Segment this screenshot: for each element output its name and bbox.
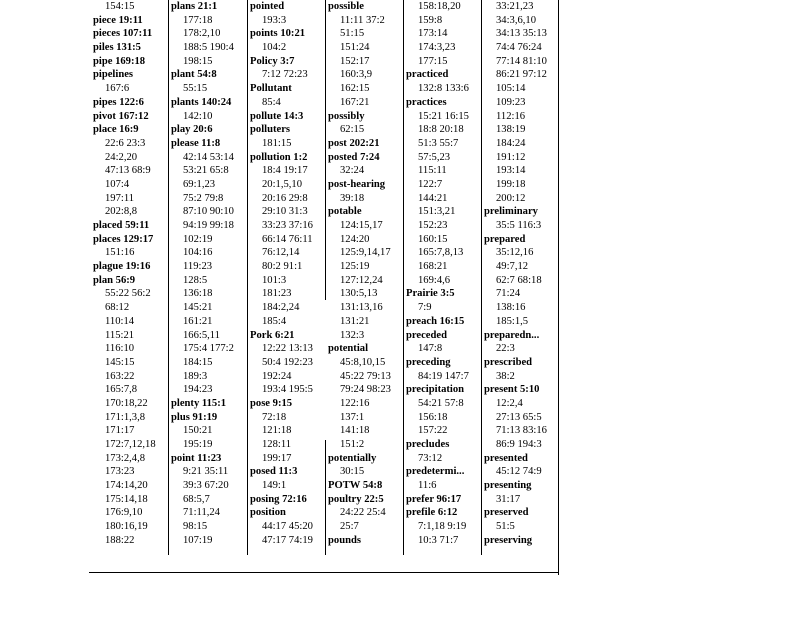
index-entry-refs: 47:17 74:19 (262, 534, 313, 546)
index-entry-refs: 105:14 (496, 83, 526, 95)
index-entry-refs: 152:23 (418, 220, 448, 231)
index-entry-refs: 152:17 (340, 55, 370, 67)
index-entry-refs: 131:21 (340, 315, 370, 327)
index-entry-refs: 132:3 (340, 329, 365, 341)
index-entry-refs: 25:7 (340, 521, 359, 533)
index-entry-term: pointed (250, 1, 285, 12)
index-entry-refs: 62:15 (340, 124, 365, 136)
index-entry-refs: 110:14 (105, 315, 135, 327)
index-entry-refs: 39:3 67:20 (183, 480, 229, 492)
index-entry-term: present 5:10 (484, 384, 540, 396)
index-entry-refs: 158:18,20 (418, 1, 461, 12)
index-entry-refs: 35:5 116:3 (496, 220, 542, 231)
column-divider-2 (247, 0, 248, 555)
index-entry-refs: 166:5,11 (183, 329, 220, 341)
index-entry-refs: 125:9,14,17 (340, 247, 391, 259)
index-entry-refs: 7:12 72:23 (262, 69, 308, 81)
index-entry-refs: 161:21 (183, 315, 213, 327)
index-column-4 (328, 0, 404, 560)
index-entry-refs: 184:2,24 (262, 302, 300, 314)
index-entry-refs: 163:22 (105, 370, 135, 382)
index-entry-term: preceding (406, 356, 451, 368)
index-entry-refs: 171:1,3,8 (105, 411, 146, 423)
index-entry-refs: 33:21,23 (496, 1, 534, 12)
index-entry-refs: 34:13 35:13 (496, 28, 547, 40)
index-entry-term: poultry 22:5 (328, 493, 384, 505)
index-entry-refs: 125:19 (340, 261, 370, 273)
index-entry-term: pipe 169:18 (93, 55, 146, 67)
column-divider-3b (325, 440, 326, 555)
index-entry-refs: 42:14 53:14 (183, 151, 234, 163)
index-entry-refs: 71:13 83:16 (496, 425, 547, 437)
column-divider-5 (481, 0, 482, 555)
index-entry-term: pipelines (93, 69, 134, 81)
index-entry-refs: 68:5,7 (183, 493, 210, 505)
index-entry-term: plenty 115:1 (171, 397, 227, 409)
index-entry-term: polluters (250, 124, 291, 136)
index-entry-term: play 20:6 (171, 124, 213, 136)
index-entry-refs: 178:2,10 (183, 28, 221, 40)
index-entry-term: Pork 6:21 (250, 329, 295, 341)
index-entry-refs: 137:1 (340, 411, 365, 423)
index-entry-refs: 24:2,20 (105, 151, 138, 163)
index-entry-refs: 102:19 (183, 233, 213, 245)
index-entry-refs: 198:15 (183, 55, 213, 67)
index-entry-term: please 11:8 (171, 137, 221, 149)
index-page (89, 0, 559, 575)
index-entry-term: preceded (406, 329, 447, 341)
index-entry-refs: 136:18 (183, 288, 213, 300)
column-divider-3 (325, 0, 326, 300)
index-entry-refs: 145:21 (183, 302, 213, 314)
index-entry-refs: 109:23 (496, 96, 526, 108)
index-entry-term: prepared (484, 233, 526, 245)
index-entry-refs: 173:14 (418, 28, 448, 40)
index-entry-refs: 104:2 (262, 42, 287, 54)
index-entry-refs: 53:21 65:8 (183, 165, 229, 177)
index-entry-refs: 84:19 147:7 (418, 370, 469, 382)
index-entry-refs: 55:22 56:2 (105, 288, 151, 300)
index-entry-refs: 116:10 (105, 343, 135, 355)
index-entry-refs: 199:18 (496, 178, 526, 190)
index-entry-term: preach 16:15 (406, 315, 465, 327)
index-entry-refs: 168:21 (418, 261, 448, 273)
index-entry-refs: 172:7,12,18 (105, 439, 156, 450)
index-entry-refs: 180:16,19 (105, 521, 148, 533)
index-entry-refs: 104:16 (183, 247, 213, 259)
index-entry-term: practices (406, 96, 447, 108)
index-entry-refs: 39:18 (340, 192, 365, 204)
index-entry-term: post 202:21 (328, 137, 380, 149)
index-entry-refs: 85:4 (262, 96, 281, 108)
index-entry-refs: 66:14 76:11 (262, 233, 313, 245)
index-entry-refs: 30:15 (340, 466, 365, 478)
index-entry-refs: 122:16 (340, 397, 370, 409)
index-entry-refs: 51:3 55:7 (418, 137, 459, 149)
index-entry-term: potable (328, 206, 362, 218)
index-entry-refs: 10:3 71:7 (418, 534, 459, 546)
index-entry-term: precludes (406, 439, 450, 450)
index-entry-refs: 192:24 (262, 370, 292, 382)
index-entry-refs: 184:15 (183, 356, 213, 368)
index-entry-refs: 107:4 (105, 178, 130, 190)
index-entry-refs: 45:22 79:13 (340, 370, 391, 382)
index-entry-refs: 156:18 (418, 411, 448, 423)
index-entry-term: piles 131:5 (93, 42, 141, 54)
index-entry-refs: 194:23 (183, 384, 213, 396)
index-entry-refs: 162:15 (340, 83, 370, 95)
index-entry-term: prefile 6:12 (406, 507, 458, 519)
index-entry-term: plants 140:24 (171, 96, 232, 108)
index-entry-term: preliminary (484, 206, 538, 218)
index-entry-refs: 128:11 (262, 439, 292, 450)
index-column-2 (171, 0, 246, 560)
index-entry-refs: 145:15 (105, 356, 135, 368)
index-entry-refs: 68:12 (105, 302, 130, 314)
index-column-6 (484, 0, 559, 560)
index-entry-refs: 169:4,6 (418, 274, 451, 286)
index-entry-refs: 24:22 25:4 (340, 507, 386, 519)
index-entry-refs: 49:7,12 (496, 261, 529, 273)
index-entry-refs: 142:10 (183, 110, 213, 122)
index-entry-refs: 151:24 (340, 42, 370, 54)
index-entry-refs: 149:1 (262, 480, 287, 492)
index-entry-refs: 71:24 (496, 288, 521, 300)
index-entry-term: position (250, 507, 286, 519)
index-entry-refs: 11:11 37:2 (340, 14, 385, 26)
index-entry-refs: 157:22 (418, 425, 448, 437)
index-entry-refs: 57:5,23 (418, 151, 451, 163)
index-entry-term: preparedn... (484, 329, 540, 341)
index-entry-refs: 11:6 (418, 480, 437, 492)
index-entry-refs: 173:23 (105, 466, 135, 478)
index-entry-refs: 15:21 16:15 (418, 110, 469, 122)
index-entry-refs: 144:21 (418, 192, 448, 204)
index-entry-refs: 72:18 (262, 411, 287, 423)
index-entry-term: place 16:9 (93, 124, 139, 136)
index-entry-term: plan 56:9 (93, 274, 136, 286)
index-entry-refs: 51:5 (496, 521, 515, 533)
index-entry-refs: 195:19 (183, 439, 213, 450)
index-entry-refs: 71:11,24 (183, 507, 220, 519)
index-entry-term: piece 19:11 (93, 14, 143, 26)
index-entry-term: prefer 96:17 (406, 493, 462, 505)
index-entry-refs: 35:12,16 (496, 247, 534, 259)
index-entry-refs: 141:18 (340, 425, 370, 437)
index-entry-term: POTW 54:8 (328, 480, 383, 492)
index-entry-refs: 22:6 23:3 (105, 137, 146, 149)
index-entry-refs: 151:2 (340, 439, 365, 450)
index-entry-refs: 175:4 177:2 (183, 343, 234, 355)
bottom-rule (89, 572, 559, 573)
index-entry-refs: 119:23 (183, 261, 213, 273)
index-entry-refs: 76:12,14 (262, 247, 300, 259)
index-entry-refs: 7:1,18 9:19 (418, 521, 467, 533)
index-entry-term: possibly (328, 110, 365, 122)
index-entry-refs: 101:3 (262, 274, 287, 286)
index-entry-term: predetermi... (406, 466, 465, 478)
index-entry-term: point 11:23 (171, 452, 222, 464)
index-entry-term: posing 72:16 (250, 493, 307, 505)
index-entry-refs: 74:4 76:24 (496, 42, 542, 54)
index-entry-refs: 87:10 90:10 (183, 206, 234, 218)
index-entry-refs: 51:15 (340, 28, 365, 40)
index-entry-refs: 94:19 99:18 (183, 220, 234, 231)
index-entry-refs: 177:15 (418, 55, 448, 67)
index-entry-refs: 38:2 (496, 370, 515, 382)
index-entry-refs: 173:2,4,8 (105, 452, 146, 464)
index-entry-refs: 86:9 194:3 (496, 439, 542, 450)
index-entry-refs: 124:15,17 (340, 220, 383, 231)
index-entry-refs: 18:4 19:17 (262, 165, 308, 177)
index-entry-term: presented (484, 452, 528, 464)
index-entry-refs: 29:10 31:3 (262, 206, 308, 218)
index-entry-refs: 159:8 (418, 14, 443, 26)
index-entry-refs: 165:7,8,13 (418, 247, 464, 259)
index-entry-refs: 122:7 (418, 178, 443, 190)
index-entry-refs: 191:12 (496, 151, 526, 163)
index-entry-term: preserved (484, 507, 529, 519)
index-entry-refs: 193:14 (496, 165, 526, 177)
index-entry-refs: 170:18,22 (105, 397, 148, 409)
index-entry-refs: 150:21 (183, 425, 213, 437)
index-entry-refs: 54:21 57:8 (418, 397, 464, 409)
index-entry-term: plus 91:19 (171, 411, 218, 423)
index-entry-refs: 185:4 (262, 315, 287, 327)
index-entry-term: preserving (484, 534, 533, 546)
index-entry-refs: 132:8 133:6 (418, 83, 469, 95)
index-entry-refs: 185:1,5 (496, 315, 529, 327)
index-entry-refs: 20:1,5,10 (262, 178, 303, 190)
index-entry-refs: 44:17 45:20 (262, 521, 313, 533)
index-entry-refs: 80:2 91:1 (262, 261, 303, 273)
index-entry-term: pose 9:15 (250, 397, 293, 409)
index-entry-refs: 124:20 (340, 233, 370, 245)
index-entry-refs: 130:5,13 (340, 288, 378, 300)
index-entry-refs: 12:22 13:13 (262, 343, 313, 355)
index-entry-refs: 138:16 (496, 302, 526, 314)
index-entry-term: posted 7:24 (328, 151, 380, 163)
index-entry-refs: 31:17 (496, 493, 521, 505)
index-entry-refs: 50:4 192:23 (262, 356, 313, 368)
index-entry-refs: 167:6 (105, 83, 130, 95)
index-entry-term: practiced (406, 69, 449, 81)
index-entry-refs: 138:19 (496, 124, 526, 136)
index-entry-refs: 115:11 (418, 165, 447, 177)
index-entry-refs: 165:7,8 (105, 384, 138, 396)
index-entry-term: pounds (328, 534, 361, 546)
index-entry-refs: 167:21 (340, 96, 370, 108)
index-entry-refs: 160:3,9 (340, 69, 373, 81)
index-entry-term: places 129:17 (93, 233, 154, 245)
column-divider-1 (168, 0, 169, 555)
index-entry-refs: 12:2,4 (496, 397, 523, 409)
index-entry-term: potentially (328, 452, 377, 464)
column-divider-4 (403, 0, 404, 555)
index-entry-refs: 9:21 35:11 (183, 466, 229, 478)
index-entry-refs: 77:14 81:10 (496, 55, 547, 67)
index-entry-refs: 121:18 (262, 425, 292, 437)
index-column-3 (250, 0, 326, 560)
index-entry-refs: 62:7 68:18 (496, 274, 542, 286)
index-entry-refs: 128:5 (183, 274, 208, 286)
index-entry-term: posed 11:3 (250, 466, 298, 478)
index-entry-refs: 20:16 29:8 (262, 192, 308, 204)
index-entry-refs: 177:18 (183, 14, 213, 26)
index-entry-term: Prairie 3:5 (406, 288, 455, 300)
index-entry-refs: 160:15 (418, 233, 448, 245)
index-entry-term: precipitation (406, 384, 465, 396)
index-column-5 (406, 0, 480, 560)
index-entry-refs: 188:22 (105, 534, 135, 546)
index-entry-refs: 151:3,21 (418, 206, 456, 218)
index-entry-term: presenting (484, 480, 532, 492)
index-entry-refs: 115:21 (105, 329, 135, 341)
index-entry-refs: 79:24 98:23 (340, 384, 391, 396)
index-entry-refs: 34:3,6,10 (496, 14, 537, 26)
index-entry-refs: 112:16 (496, 110, 526, 122)
index-entry-refs: 193:4 195:5 (262, 384, 313, 396)
index-entry-refs: 188:5 190:4 (183, 42, 234, 54)
index-entry-refs: 45:12 74:9 (496, 466, 542, 478)
index-entry-refs: 200:12 (496, 192, 526, 204)
index-entry-term: points 10:21 (250, 28, 306, 40)
index-entry-refs: 154:15 (105, 1, 135, 12)
index-entry-term: post-hearing (328, 178, 386, 190)
index-entry-refs: 47:13 68:9 (105, 165, 151, 177)
index-entry-refs: 131:13,16 (340, 302, 383, 314)
index-entry-term: placed 59:11 (93, 220, 150, 231)
index-entry-refs: 55:15 (183, 83, 208, 95)
index-entry-refs: 7:9 (418, 302, 432, 314)
index-entry-refs: 33:23 37:16 (262, 220, 313, 231)
index-entry-refs: 22:3 (496, 343, 515, 355)
index-entry-refs: 107:19 (183, 534, 213, 546)
index-entry-refs: 27:13 65:5 (496, 411, 542, 423)
index-entry-refs: 181:23 (262, 288, 292, 300)
column-divider-6 (558, 0, 559, 575)
index-entry-refs: 202:8,8 (105, 206, 138, 218)
index-entry-refs: 193:3 (262, 14, 287, 26)
index-entry-refs: 147:8 (418, 343, 443, 355)
index-entry-refs: 189:3 (183, 370, 208, 382)
index-entry-refs: 98:15 (183, 521, 208, 533)
index-entry-term: possible (328, 1, 364, 12)
index-entry-term: pivot 167:12 (93, 110, 149, 122)
index-entry-refs: 18:8 20:18 (418, 124, 464, 136)
index-entry-term: potential (328, 343, 369, 355)
index-entry-refs: 171:17 (105, 425, 135, 437)
index-entry-refs: 184:24 (496, 137, 526, 149)
index-entry-term: plans 21:1 (171, 1, 218, 12)
index-entry-term: prescribed (484, 356, 533, 368)
index-entry-refs: 197:11 (105, 192, 135, 204)
index-entry-refs: 86:21 97:12 (496, 69, 547, 81)
index-entry-term: pollute 14:3 (250, 110, 304, 122)
index-entry-term: plague 19:16 (93, 261, 151, 273)
index-entry-term: pipes 122:6 (93, 96, 144, 108)
index-entry-refs: 75:2 79:8 (183, 192, 224, 204)
index-column-1 (93, 0, 166, 560)
index-entry-refs: 32:24 (340, 165, 365, 177)
index-entry-refs: 69:1,23 (183, 178, 216, 190)
index-entry-refs: 176:9,10 (105, 507, 143, 519)
index-entry-term: pieces 107:11 (93, 28, 153, 40)
index-entry-refs: 174:14,20 (105, 480, 148, 492)
index-entry-term: plant 54:8 (171, 69, 217, 81)
index-entry-refs: 175:14,18 (105, 493, 148, 505)
index-entry-refs: 151:16 (105, 247, 135, 259)
index-entry-term: Policy 3:7 (250, 55, 295, 67)
index-entry-refs: 45:8,10,15 (340, 356, 386, 368)
index-entry-term: pollution 1:2 (250, 151, 308, 163)
index-entry-refs: 127:12,24 (340, 274, 383, 286)
index-entry-refs: 73:12 (418, 452, 443, 464)
index-entry-refs: 174:3,23 (418, 42, 456, 54)
index-entry-term: Pollutant (250, 83, 292, 95)
index-entry-refs: 199:17 (262, 452, 292, 464)
index-entry-refs: 181:15 (262, 137, 292, 149)
